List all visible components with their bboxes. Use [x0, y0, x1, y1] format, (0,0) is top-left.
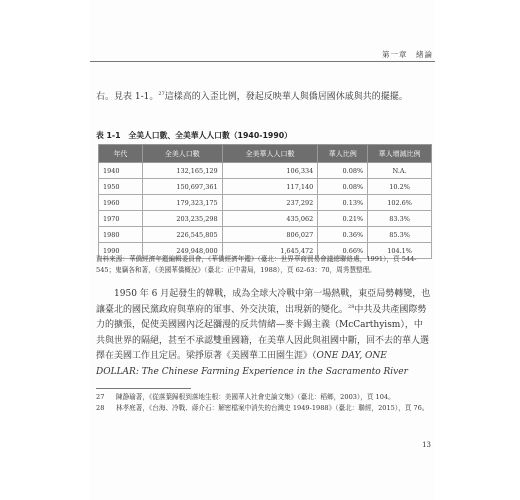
- cell-chinese-ratio: 0.13%: [318, 195, 368, 211]
- cell-year: 1940: [99, 163, 143, 179]
- table-row: [99, 163, 432, 179]
- column-header-change-ratio: 華人增減比例: [368, 145, 432, 163]
- cell-change-ratio: 102.6%: [368, 195, 432, 211]
- cell-year: 1970: [99, 211, 143, 227]
- cell-change-ratio: N.A.: [368, 163, 432, 179]
- cell-change-ratio: 10.2%: [368, 179, 432, 195]
- cell-chinese-ratio: 0.08%: [318, 179, 368, 195]
- footnote-number: 28: [96, 404, 105, 412]
- cell-chinese-ratio: 0.36%: [318, 227, 368, 243]
- table-row: [99, 211, 432, 227]
- footnote-ref-28: 28: [348, 303, 355, 310]
- cell-us-population: 226,545,805: [142, 227, 222, 243]
- column-header-chinese-population: 全美華人人口數: [222, 145, 318, 163]
- cell-change-ratio: 104.1%: [368, 243, 432, 259]
- paragraph-1: [96, 90, 431, 105]
- cell-chinese-ratio: 0.66%: [318, 243, 368, 259]
- book-page: [90, 0, 435, 500]
- paragraph-1-text-b: 這樣高的入歪比例，發起反映華人與僑居國休戚與共的擺擺。: [164, 92, 408, 102]
- cell-chinese-population: 435,062: [222, 211, 318, 227]
- running-header-text: [382, 49, 433, 60]
- page-number: 13: [422, 441, 431, 449]
- population-table: [98, 144, 432, 259]
- cell-chinese-population: 1,645,472: [222, 243, 318, 259]
- cell-chinese-population: 237,292: [222, 195, 318, 211]
- paragraph-2-text-b: 中共及共產國際勢力的擴張，促使美國國內泛起瀰漫的反共情緒—麥卡錫主義（McCarthyism），中共與世界的隔絕，甚至不承認雙重國籍，在美華人因此與祖國中斷，回不去的華人選擇在美國工作且定居。梁掙原著《美國華工田園生涯》（: [96, 304, 430, 362]
- table-row: [99, 195, 432, 211]
- footnote-27: [96, 392, 431, 403]
- running-header: [90, 49, 435, 62]
- footnote-number: 27: [96, 393, 105, 401]
- cell-year: 1960: [99, 195, 143, 211]
- table-row: [99, 179, 432, 195]
- table-header-row: [99, 145, 432, 163]
- table-caption: 表 1-1 全美人口數、全美華人人口數（1940-1990）: [96, 131, 292, 140]
- footnote-divider: [96, 388, 191, 389]
- footnote-ref-27: 27: [158, 91, 165, 97]
- footnote-28: [96, 403, 431, 414]
- footnote-text: 林孝庭著，《台海、冷戰、蔣介石：解密檔案中消失的台灣史 1949-1988》（臺北：聯經，2015），頁 76。: [116, 404, 429, 412]
- column-header-us-population: 全美人口數: [142, 145, 222, 163]
- paragraph-1-text-a: 右。見表 1-1。: [96, 92, 159, 102]
- cell-us-population: 249,948,000: [142, 243, 222, 259]
- table-source-note: 資料來源：華僑經濟年鑑編輯委員會，《華僑經濟年鑑》（臺北：世界華商貿易會議總聯絡處，1991），頁 544-545；鬼竊各和著，《美國華僑概況》（臺北：正中書局，1988），頁 62-63：70，周秀慧整理。: [96, 255, 417, 274]
- paragraph-2-text-a: 1950 年 6 月起發生的韓戰，成為全球大冷戰中第一場熱戰，東亞局勢轉變，也讓臺北的國民黨政府與華府的軍事、外交決策，出現新的變化。: [96, 289, 431, 315]
- cell-year: 1990: [99, 243, 143, 259]
- cell-chinese-ratio: 0.08%: [318, 163, 368, 179]
- column-header-chinese-ratio: 華人比例: [318, 145, 368, 163]
- cell-chinese-population: 117,140: [222, 179, 318, 195]
- chapter-label: 第一章: [382, 50, 408, 59]
- cell-chinese-population: 806,027: [222, 227, 318, 243]
- cell-year: 1980: [99, 227, 143, 243]
- footnote-text: 陳静瑜著，《從落葉歸根到落地生根：美國華人社會史論文集》（臺北：稻鄉，2003），頁 104。: [116, 393, 395, 401]
- table-row: [99, 227, 432, 243]
- cell-change-ratio: 85.3%: [368, 227, 432, 243]
- paragraph-2: [96, 287, 431, 381]
- chapter-title: 緒論: [416, 50, 433, 59]
- cell-us-population: 203,235,298: [142, 211, 222, 227]
- cell-change-ratio: 83.3%: [368, 211, 432, 227]
- footnotes: [96, 392, 431, 414]
- book-title-english: ONE DAY, ONE DOLLAR: The Chinese Farming Experience in the Sacramento River: [96, 351, 408, 377]
- cell-us-population: 150,697,361: [142, 179, 222, 195]
- cell-chinese-population: 106,334: [222, 163, 318, 179]
- column-header-year: 年代: [99, 145, 143, 163]
- cell-year: 1950: [99, 179, 143, 195]
- cell-chinese-ratio: 0.21%: [318, 211, 368, 227]
- cell-us-population: 179,323,175: [142, 195, 222, 211]
- cell-us-population: 132,165,129: [142, 163, 222, 179]
